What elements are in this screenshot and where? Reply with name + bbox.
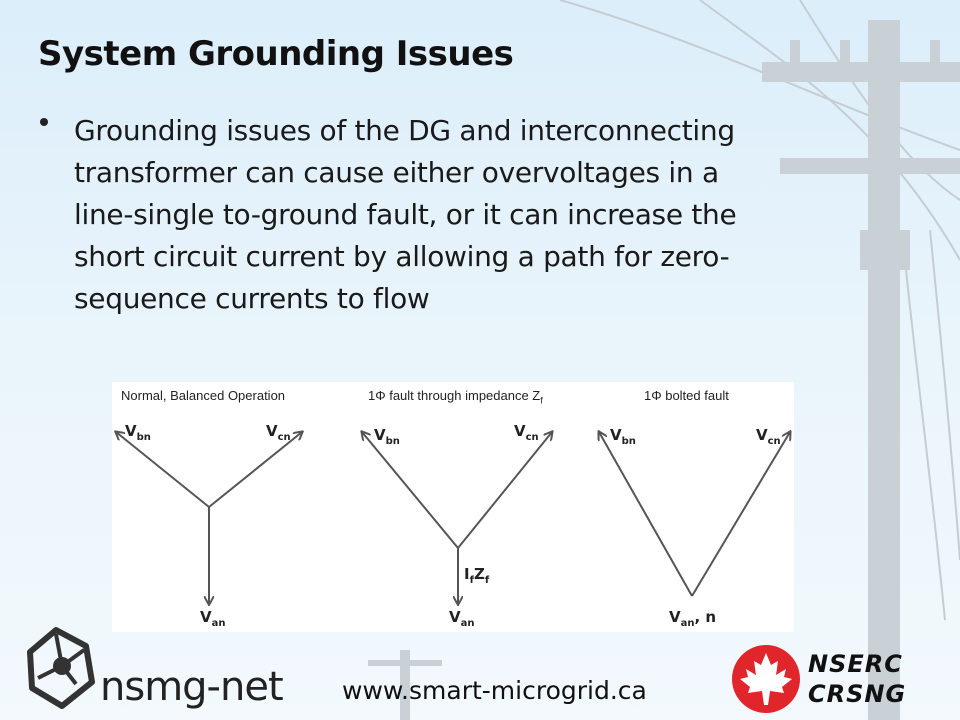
label-vcn-1: $V_{cn}$ (266, 422, 291, 443)
panel-title-normal: Normal, Balanced Operation (121, 388, 286, 403)
phasor-vbn-1 (116, 432, 209, 507)
label-vbn-1: $V_{bn}$ (125, 422, 151, 443)
label-vcn-3: $V_{cn}$ (756, 426, 781, 447)
panel-title-impedance-fault: 1Φ fault through impedance $Z_f$ (368, 388, 543, 406)
phasor-vbn-2 (362, 432, 458, 548)
label-van-1: $V_{an}$ (200, 608, 226, 629)
bullet-marker (40, 118, 48, 126)
label-van-2: $V_{an}$ (449, 608, 475, 629)
website-url: www.smart-microgrid.ca (342, 676, 647, 705)
phasor-vbn-3 (599, 432, 692, 596)
label-van-n-3: $V_{an}$, n (669, 608, 717, 629)
slide-title: System Grounding Issues (38, 34, 514, 74)
panel-title-bolted-fault: 1Φ bolted fault (644, 388, 729, 403)
label-fault-current-impedance: $I_fZ_f$ (464, 565, 490, 586)
nserc-text: NSERC (808, 650, 903, 678)
maple-leaf-icon (730, 643, 802, 715)
label-vbn-2: $V_{bn}$ (374, 426, 400, 447)
phasor-diagrams (112, 382, 794, 632)
phasor-vcn-3 (692, 432, 790, 596)
crsng-text: CRSNG (808, 680, 907, 708)
phasor-vcn-1 (209, 432, 302, 507)
label-vcn-2: $V_{cn}$ (514, 422, 539, 443)
nsmg-net-logo-text: nsmg-net (100, 664, 283, 710)
bullet-text: Grounding issues of the DG and interconnecting transformer can cause either overvoltages in a line-single to-ground fault, or it can increase the short circuit current by allowing a path for zero-sequence currents to flow (74, 114, 737, 315)
bullet-list (40, 110, 760, 320)
phasor-diagram-figure (112, 382, 794, 632)
phasor-vcn-2 (458, 432, 552, 548)
nsmg-net-logo-icon (26, 626, 98, 712)
label-vbn-3: $V_{bn}$ (610, 426, 636, 447)
